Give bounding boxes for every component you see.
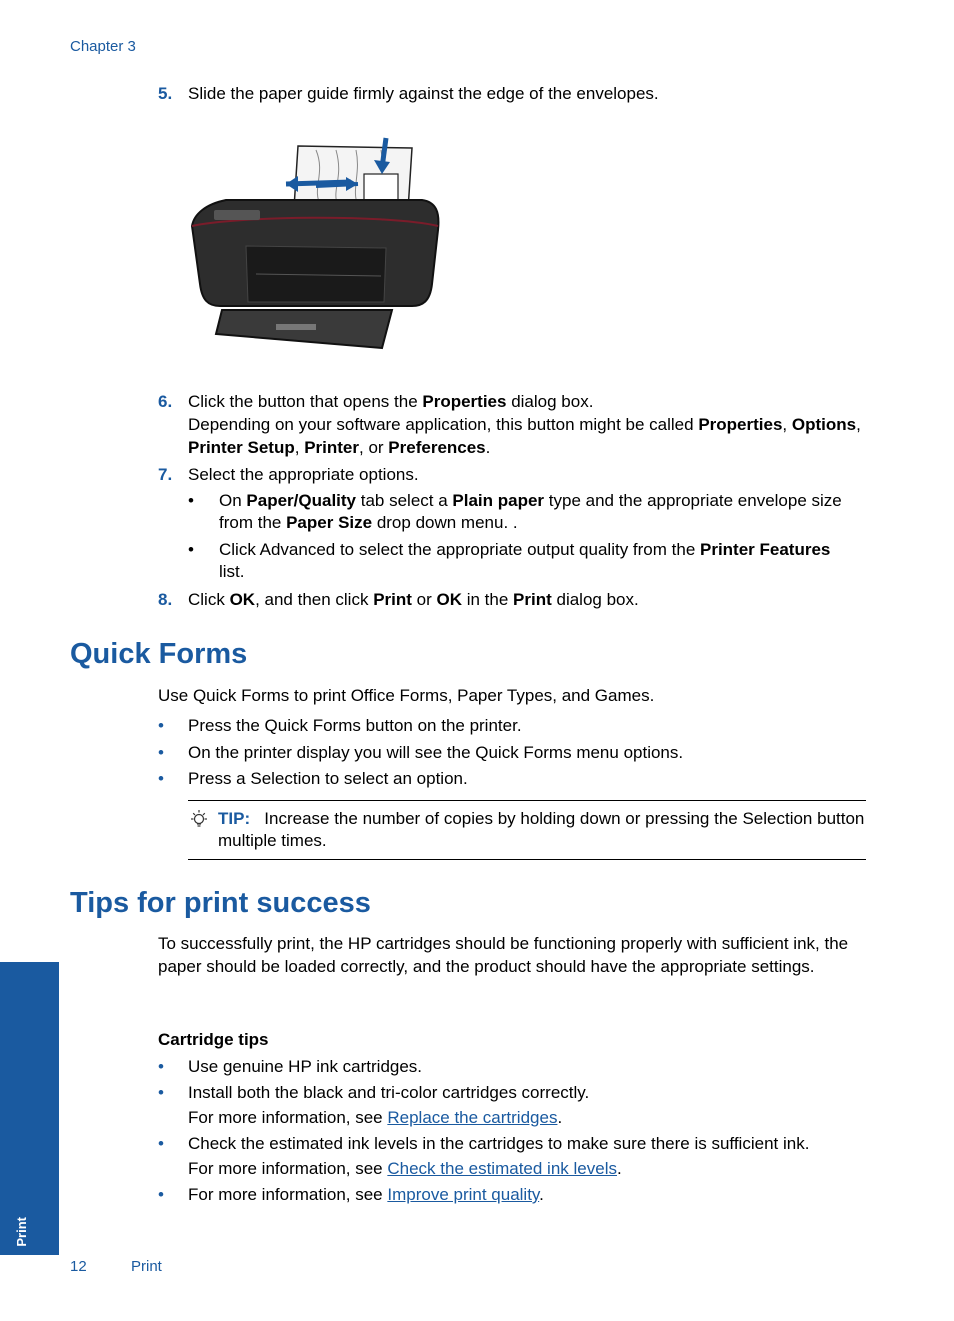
bold-term: Properties — [422, 392, 507, 411]
bold-term: Printer — [304, 438, 359, 457]
quick-forms-intro: Use Quick Forms to print Office Forms, Paper Types, and Games. — [158, 686, 655, 705]
punct: , — [294, 438, 305, 457]
replace-cartridges-link[interactable]: Replace the cartridges — [387, 1108, 558, 1127]
bullet-text: On the printer display you will see the Quick Forms menu options. — [188, 743, 684, 762]
bold-term: Paper Size — [286, 513, 373, 532]
lightbulb-icon — [188, 809, 210, 831]
bold-term: Plain paper — [452, 491, 545, 510]
step-number: 5. — [158, 84, 173, 103]
bullet-text: Check the estimated ink levels in the cartridges to make sure there is sufficient ink. — [188, 1134, 810, 1153]
bullet-text: Install both the black and tri-color cartridges correctly. — [188, 1083, 590, 1102]
step-text: dialog box. — [551, 590, 639, 609]
punct: . — [557, 1108, 563, 1127]
tips-intro: To successfully print, the HP cartridges should be functioning properly with sufficient ink, the paper should be loaded correctly, and the product should have the appropriate settings. — [158, 934, 849, 976]
bold-term: OK — [436, 590, 462, 609]
chapter-header: Chapter 3 — [70, 38, 136, 55]
bold-term: Preferences — [388, 438, 486, 457]
bold-term: Print — [513, 590, 552, 609]
step-text: dialog box. — [506, 392, 594, 411]
bold-term: Printer Setup — [188, 438, 295, 457]
side-tab — [0, 962, 59, 1255]
punct: , — [856, 415, 861, 434]
check-ink-levels-link[interactable]: Check the estimated ink levels — [387, 1159, 617, 1178]
bold-term: Printer Features — [700, 540, 831, 559]
bold-term: Paper/Quality — [246, 491, 357, 510]
sub-text: tab select a — [356, 491, 453, 510]
step-number: 8. — [158, 590, 173, 609]
step-text: Slide the paper guide firmly against the edge of the envelopes. — [188, 84, 659, 103]
tips-heading: Tips for print success — [70, 887, 371, 919]
bullet: • — [158, 1083, 164, 1102]
sub-text: On — [219, 491, 247, 510]
side-tab-label: Print — [14, 1217, 29, 1247]
step-text: Click — [188, 590, 230, 609]
bullet: • — [158, 1134, 164, 1153]
step-6 — [158, 390, 878, 460]
step-text: , and then click — [255, 590, 374, 609]
footer-section: Print — [131, 1258, 162, 1275]
sub-text: drop down menu. . — [372, 513, 518, 532]
bullet-text: Press a Selection to select an option. — [188, 769, 468, 788]
step-number: 6. — [158, 392, 173, 411]
bullet: • — [188, 491, 194, 510]
sub-text: list. — [219, 562, 245, 581]
bullet: • — [188, 540, 194, 559]
bold-term: Options — [791, 415, 857, 434]
step-number: 7. — [158, 465, 173, 484]
bullet: • — [158, 769, 164, 788]
step-text: Depending on your software application, this button might be called — [188, 415, 699, 434]
cartridge-tips-subheading: Cartridge tips — [158, 1030, 269, 1049]
bullet: • — [158, 1185, 164, 1204]
bold-term: Properties — [698, 415, 783, 434]
bullet-text: Press the Quick Forms button on the printer. — [188, 716, 522, 735]
punct: . — [616, 1159, 622, 1178]
step-text: in the — [461, 590, 514, 609]
sub-text: type and the appropriate envelope size from the — [219, 491, 842, 532]
tip-box — [188, 800, 866, 860]
bullet: • — [158, 1057, 164, 1076]
bullet: • — [158, 743, 164, 762]
punct: , — [782, 415, 792, 434]
punct: , or — [359, 438, 389, 457]
printer-illustration — [186, 134, 442, 354]
quick-forms-heading: Quick Forms — [70, 638, 248, 670]
punct: . — [485, 438, 491, 457]
punct: . — [539, 1185, 544, 1204]
bullet: • — [158, 716, 164, 735]
bold-term: OK — [229, 590, 256, 609]
tip-label: TIP: — [218, 809, 251, 828]
improve-print-quality-link[interactable]: Improve print quality — [387, 1185, 540, 1204]
more-info-text: For more information, see — [188, 1185, 388, 1204]
tip-text: Increase the number of copies by holding down or pressing the Selection button multiple times. — [218, 809, 865, 850]
step-text: Select the appropriate options. — [188, 465, 419, 484]
step-text: or — [411, 590, 437, 609]
more-info-text: For more information, see — [188, 1108, 388, 1127]
page-number: 12 — [70, 1258, 87, 1275]
bullet-text: Use genuine HP ink cartridges. — [188, 1057, 423, 1076]
more-info-text: For more information, see — [188, 1159, 388, 1178]
step-text: Click the button that opens the — [188, 392, 423, 411]
bold-term: Print — [373, 590, 412, 609]
sub-text: Click Advanced to select the appropriate output quality from the — [219, 540, 700, 559]
